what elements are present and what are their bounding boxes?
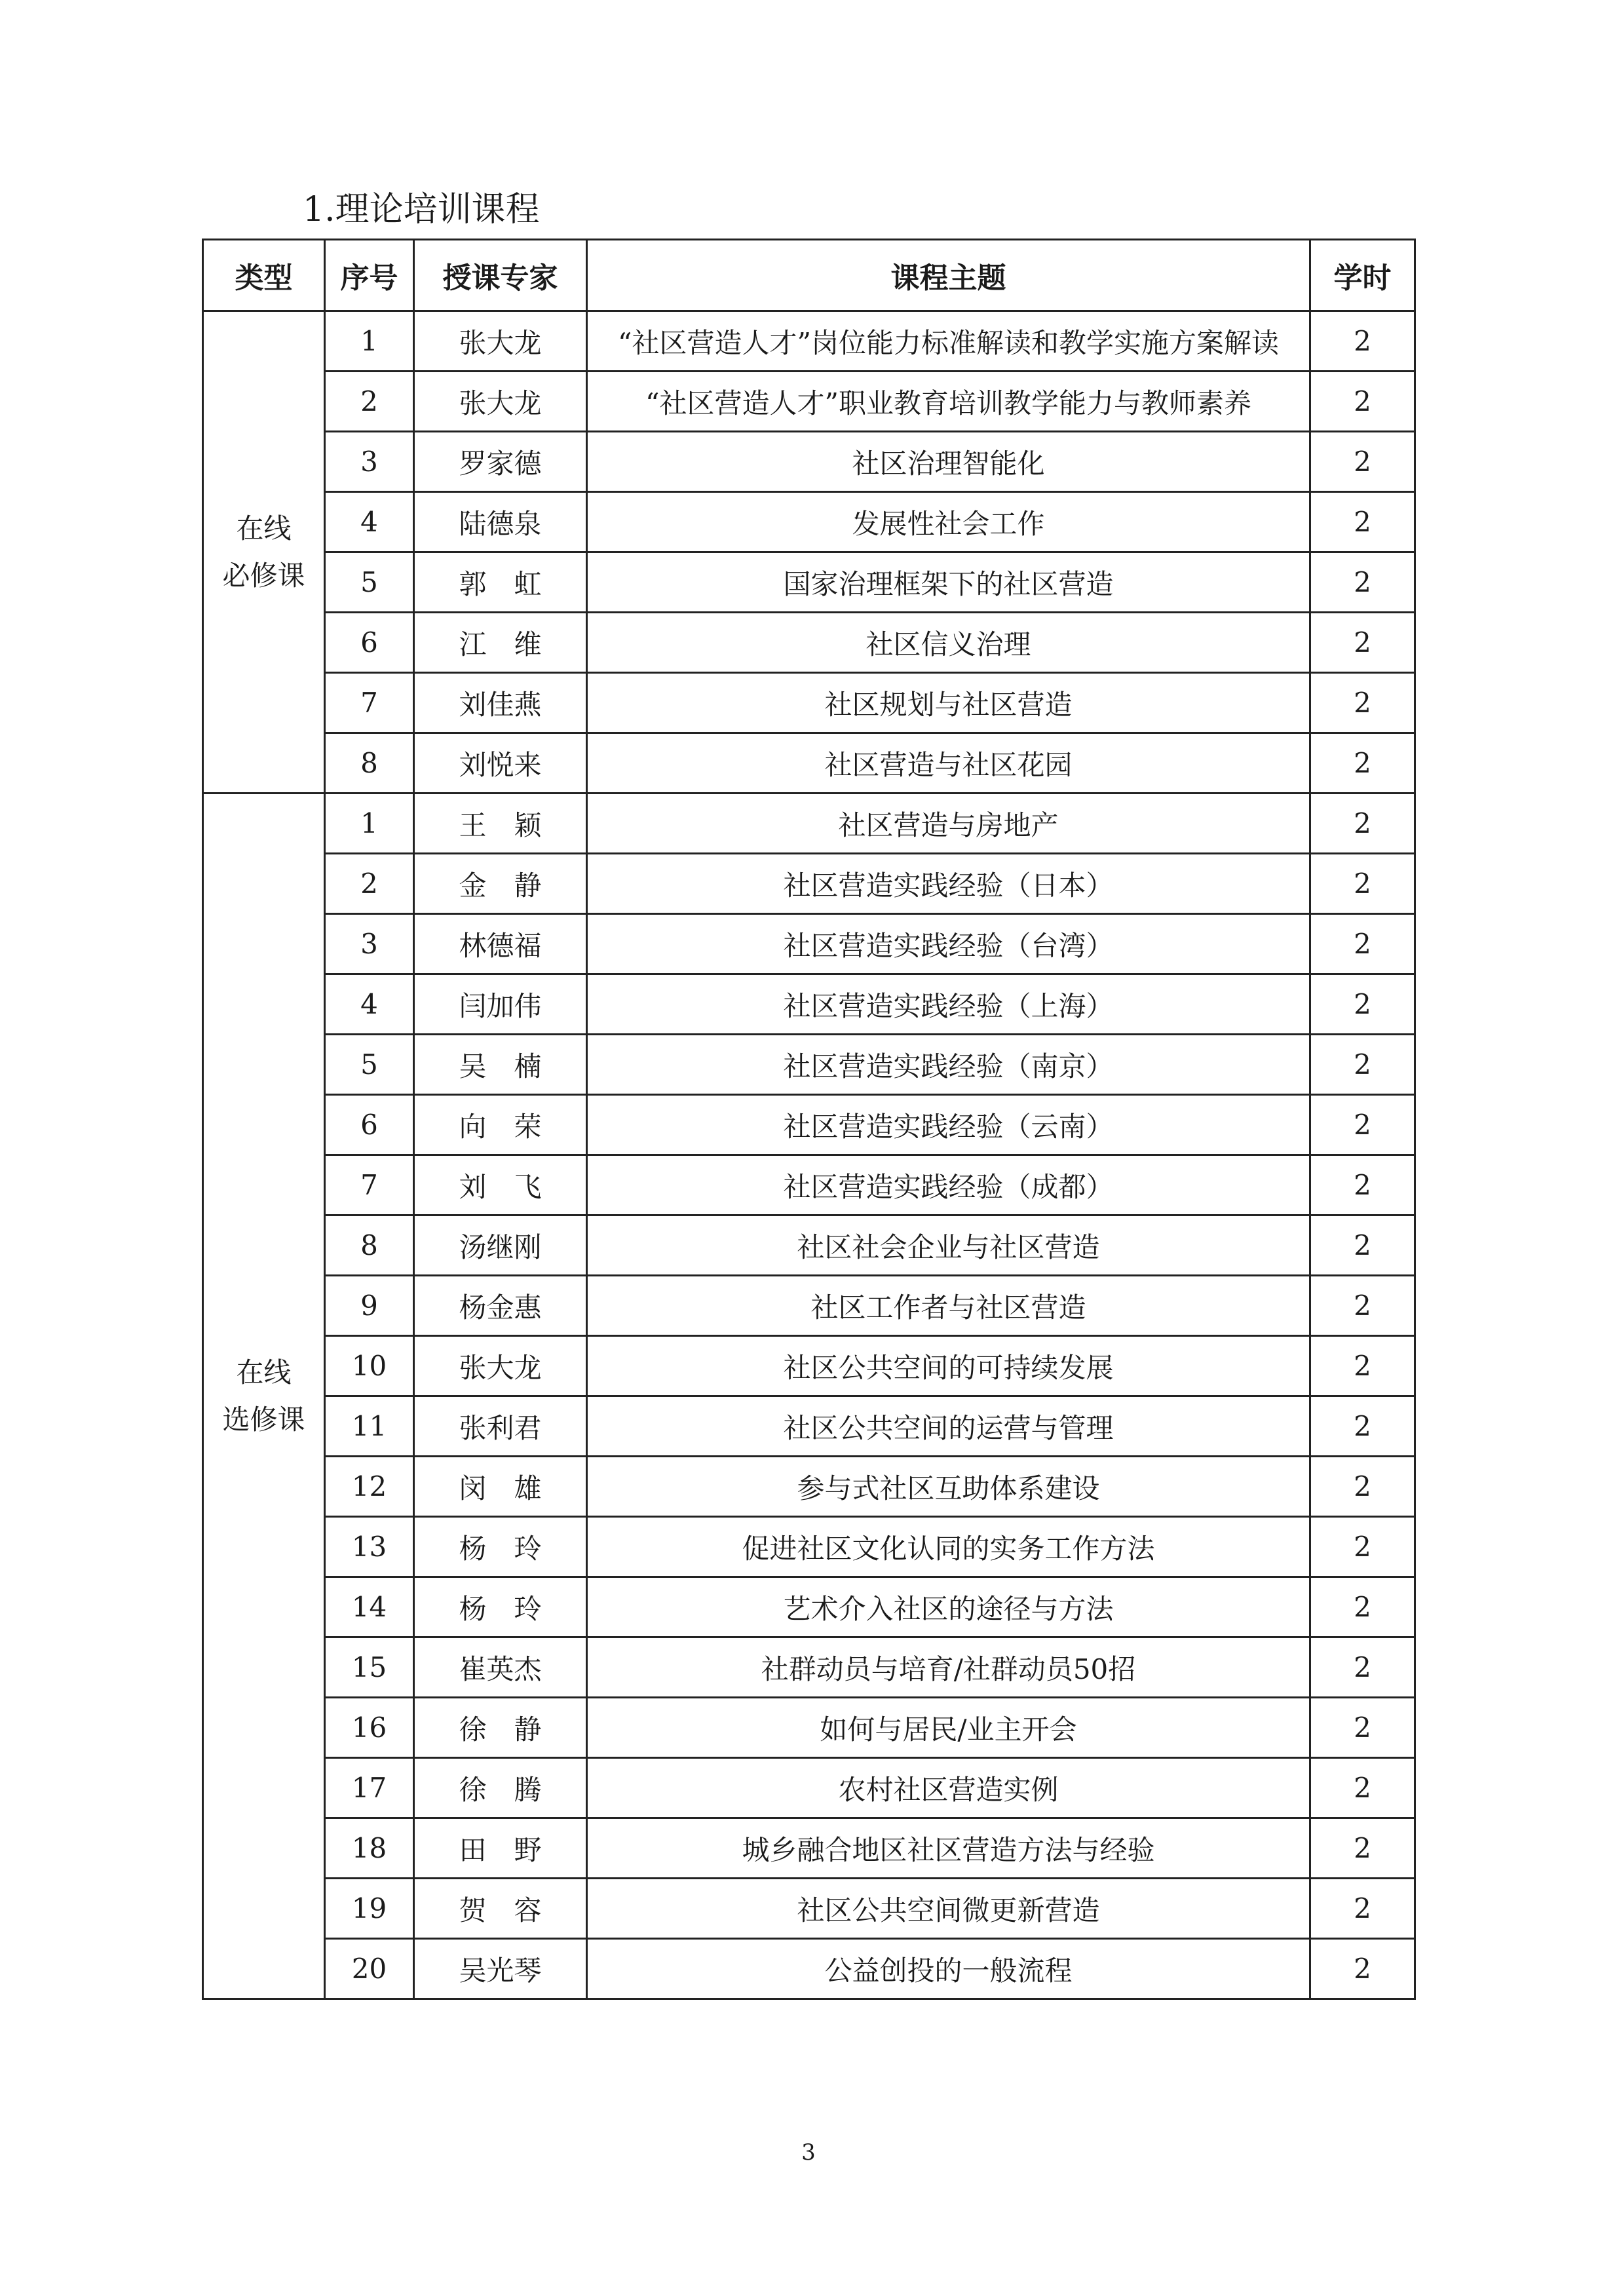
hours-cell: 2 xyxy=(1310,1517,1415,1577)
table-row xyxy=(203,1336,1415,1396)
seq-cell: 1 xyxy=(325,311,414,372)
seq-cell: 2 xyxy=(325,854,414,914)
topic-cell: 社区营造实践经验（南京） xyxy=(587,1035,1310,1095)
hours-cell: 2 xyxy=(1310,311,1415,372)
expert-cell: 刘佳燕 xyxy=(414,673,587,733)
hours-cell: 2 xyxy=(1310,1818,1415,1879)
topic-cell: 社区营造实践经验（成都） xyxy=(587,1155,1310,1215)
expert-cell: 金 静 xyxy=(414,854,587,914)
seq-cell: 7 xyxy=(325,1155,414,1215)
section-title: 1.理论培训课程 xyxy=(303,190,540,229)
seq-cell: 18 xyxy=(325,1818,414,1879)
topic-cell: 社区信义治理 xyxy=(587,613,1310,673)
topic-cell: 社区营造与房地产 xyxy=(587,794,1310,854)
hours-cell: 2 xyxy=(1310,552,1415,613)
expert-cell: 贺 容 xyxy=(414,1879,587,1939)
expert-cell: 徐 静 xyxy=(414,1698,587,1758)
course-type-line2: 必修课 xyxy=(222,559,305,592)
hours-cell: 2 xyxy=(1310,794,1415,854)
topic-cell: 社区营造实践经验（云南） xyxy=(587,1095,1310,1155)
topic-cell: “社区营造人才”岗位能力标准解读和教学实施方案解读 xyxy=(587,311,1310,372)
hours-cell: 2 xyxy=(1310,432,1415,492)
table-row xyxy=(203,1457,1415,1517)
seq-cell: 12 xyxy=(325,1457,414,1517)
course-type-cell xyxy=(203,311,325,794)
table-body xyxy=(203,311,1415,1999)
seq-cell: 10 xyxy=(325,1336,414,1396)
table-row xyxy=(203,613,1415,673)
table-row xyxy=(203,432,1415,492)
expert-cell: 张大龙 xyxy=(414,311,587,372)
seq-cell: 15 xyxy=(325,1637,414,1698)
hours-cell: 2 xyxy=(1310,673,1415,733)
topic-cell: 社区治理智能化 xyxy=(587,432,1310,492)
topic-cell: 社区公共空间微更新营造 xyxy=(587,1879,1310,1939)
seq-cell: 11 xyxy=(325,1396,414,1457)
table-row xyxy=(203,914,1415,974)
hours-cell: 2 xyxy=(1310,1396,1415,1457)
table-row xyxy=(203,974,1415,1035)
hours-cell: 2 xyxy=(1310,1758,1415,1818)
expert-cell: 吴光琴 xyxy=(414,1939,587,1999)
topic-cell: 公益创投的一般流程 xyxy=(587,1939,1310,1999)
hours-cell: 2 xyxy=(1310,914,1415,974)
seq-cell: 5 xyxy=(325,1035,414,1095)
topic-cell: 社区工作者与社区营造 xyxy=(587,1276,1310,1336)
table-row xyxy=(203,1698,1415,1758)
table-row xyxy=(203,1939,1415,1999)
expert-cell: 崔英杰 xyxy=(414,1637,587,1698)
hours-cell: 2 xyxy=(1310,1939,1415,1999)
table-row xyxy=(203,1035,1415,1095)
topic-cell: 社区营造实践经验（台湾） xyxy=(587,914,1310,974)
table-row xyxy=(203,552,1415,613)
hours-cell: 2 xyxy=(1310,1457,1415,1517)
hours-cell: 2 xyxy=(1310,1577,1415,1637)
expert-cell: 陆德泉 xyxy=(414,492,587,552)
seq-cell: 17 xyxy=(325,1758,414,1818)
expert-cell: 杨金惠 xyxy=(414,1276,587,1336)
seq-cell: 3 xyxy=(325,914,414,974)
hours-cell: 2 xyxy=(1310,1879,1415,1939)
expert-cell: 杨 玲 xyxy=(414,1577,587,1637)
hours-cell: 2 xyxy=(1310,1035,1415,1095)
table-row xyxy=(203,492,1415,552)
hours-cell: 2 xyxy=(1310,974,1415,1035)
table-row xyxy=(203,673,1415,733)
table-row xyxy=(203,372,1415,432)
expert-cell: 江 维 xyxy=(414,613,587,673)
topic-cell: 社区规划与社区营造 xyxy=(587,673,1310,733)
expert-cell: 吴 楠 xyxy=(414,1035,587,1095)
table-row xyxy=(203,311,1415,372)
table-row xyxy=(203,1577,1415,1637)
expert-cell: 刘悦来 xyxy=(414,733,587,794)
seq-cell: 5 xyxy=(325,552,414,613)
seq-cell: 1 xyxy=(325,794,414,854)
expert-cell: 田 野 xyxy=(414,1818,587,1879)
table-row xyxy=(203,1517,1415,1577)
expert-cell: 郭 虹 xyxy=(414,552,587,613)
topic-cell: 社区营造实践经验（上海） xyxy=(587,974,1310,1035)
topic-cell: 社区公共空间的可持续发展 xyxy=(587,1336,1310,1396)
table-row xyxy=(203,1215,1415,1276)
table-row xyxy=(203,1879,1415,1939)
expert-cell: 林德福 xyxy=(414,914,587,974)
table-row xyxy=(203,1637,1415,1698)
topic-cell: 社区社会企业与社区营造 xyxy=(587,1215,1310,1276)
topic-cell: 农村社区营造实例 xyxy=(587,1758,1310,1818)
header-seq: 序号 xyxy=(325,240,414,311)
topic-cell: 社区营造与社区花园 xyxy=(587,733,1310,794)
table-row xyxy=(203,733,1415,794)
expert-cell: 张利君 xyxy=(414,1396,587,1457)
header-expert: 授课专家 xyxy=(414,240,587,311)
header-topic: 课程主题 xyxy=(587,240,1310,311)
seq-cell: 9 xyxy=(325,1276,414,1336)
table-row xyxy=(203,794,1415,854)
hours-cell: 2 xyxy=(1310,372,1415,432)
seq-cell: 20 xyxy=(325,1939,414,1999)
seq-cell: 8 xyxy=(325,1215,414,1276)
seq-cell: 13 xyxy=(325,1517,414,1577)
seq-cell: 2 xyxy=(325,372,414,432)
table-row xyxy=(203,1396,1415,1457)
table-row xyxy=(203,1155,1415,1215)
course-table xyxy=(202,239,1416,2000)
topic-cell: 城乡融合地区社区营造方法与经验 xyxy=(587,1818,1310,1879)
expert-cell: 闵 雄 xyxy=(414,1457,587,1517)
course-type-line1: 在线 xyxy=(236,1356,292,1388)
topic-cell: “社区营造人才”职业教育培训教学能力与教师素养 xyxy=(587,372,1310,432)
header-type: 类型 xyxy=(203,240,325,311)
expert-cell: 王 颖 xyxy=(414,794,587,854)
expert-cell: 杨 玲 xyxy=(414,1517,587,1577)
expert-cell: 徐 腾 xyxy=(414,1758,587,1818)
hours-cell: 2 xyxy=(1310,1215,1415,1276)
topic-cell: 发展性社会工作 xyxy=(587,492,1310,552)
course-type-line2: 选修课 xyxy=(222,1403,305,1436)
topic-cell: 如何与居民/业主开会 xyxy=(587,1698,1310,1758)
seq-cell: 6 xyxy=(325,613,414,673)
hours-cell: 2 xyxy=(1310,492,1415,552)
seq-cell: 3 xyxy=(325,432,414,492)
expert-cell: 刘 飞 xyxy=(414,1155,587,1215)
hours-cell: 2 xyxy=(1310,613,1415,673)
expert-cell: 闫加伟 xyxy=(414,974,587,1035)
table-row xyxy=(203,1758,1415,1818)
hours-cell: 2 xyxy=(1310,1276,1415,1336)
hours-cell: 2 xyxy=(1310,1155,1415,1215)
seq-cell: 16 xyxy=(325,1698,414,1758)
seq-cell: 7 xyxy=(325,673,414,733)
table-row xyxy=(203,1818,1415,1879)
hours-cell: 2 xyxy=(1310,1336,1415,1396)
topic-cell: 艺术介入社区的途径与方法 xyxy=(587,1577,1310,1637)
seq-cell: 19 xyxy=(325,1879,414,1939)
table-row xyxy=(203,1095,1415,1155)
hours-cell: 2 xyxy=(1310,1095,1415,1155)
hours-cell: 2 xyxy=(1310,1637,1415,1698)
hours-cell: 2 xyxy=(1310,733,1415,794)
topic-cell: 社区营造实践经验（日本） xyxy=(587,854,1310,914)
hours-cell: 2 xyxy=(1310,1698,1415,1758)
topic-cell: 国家治理框架下的社区营造 xyxy=(587,552,1310,613)
seq-cell: 8 xyxy=(325,733,414,794)
expert-cell: 张大龙 xyxy=(414,1336,587,1396)
topic-cell: 参与式社区互助体系建设 xyxy=(587,1457,1310,1517)
course-type-line1: 在线 xyxy=(236,512,292,545)
hours-cell: 2 xyxy=(1310,854,1415,914)
expert-cell: 汤继刚 xyxy=(414,1215,587,1276)
seq-cell: 4 xyxy=(325,974,414,1035)
header-hours: 学时 xyxy=(1310,240,1415,311)
expert-cell: 罗家德 xyxy=(414,432,587,492)
page-number: 3 xyxy=(801,2139,816,2166)
course-type-cell xyxy=(203,794,325,1999)
topic-cell: 社区公共空间的运营与管理 xyxy=(587,1396,1310,1457)
seq-cell: 4 xyxy=(325,492,414,552)
table-header-row xyxy=(203,240,1415,311)
expert-cell: 张大龙 xyxy=(414,372,587,432)
topic-cell: 社群动员与培育/社群动员50招 xyxy=(587,1637,1310,1698)
seq-cell: 6 xyxy=(325,1095,414,1155)
expert-cell: 向 荣 xyxy=(414,1095,587,1155)
seq-cell: 14 xyxy=(325,1577,414,1637)
topic-cell: 促进社区文化认同的实务工作方法 xyxy=(587,1517,1310,1577)
table-row xyxy=(203,1276,1415,1336)
table-row xyxy=(203,854,1415,914)
